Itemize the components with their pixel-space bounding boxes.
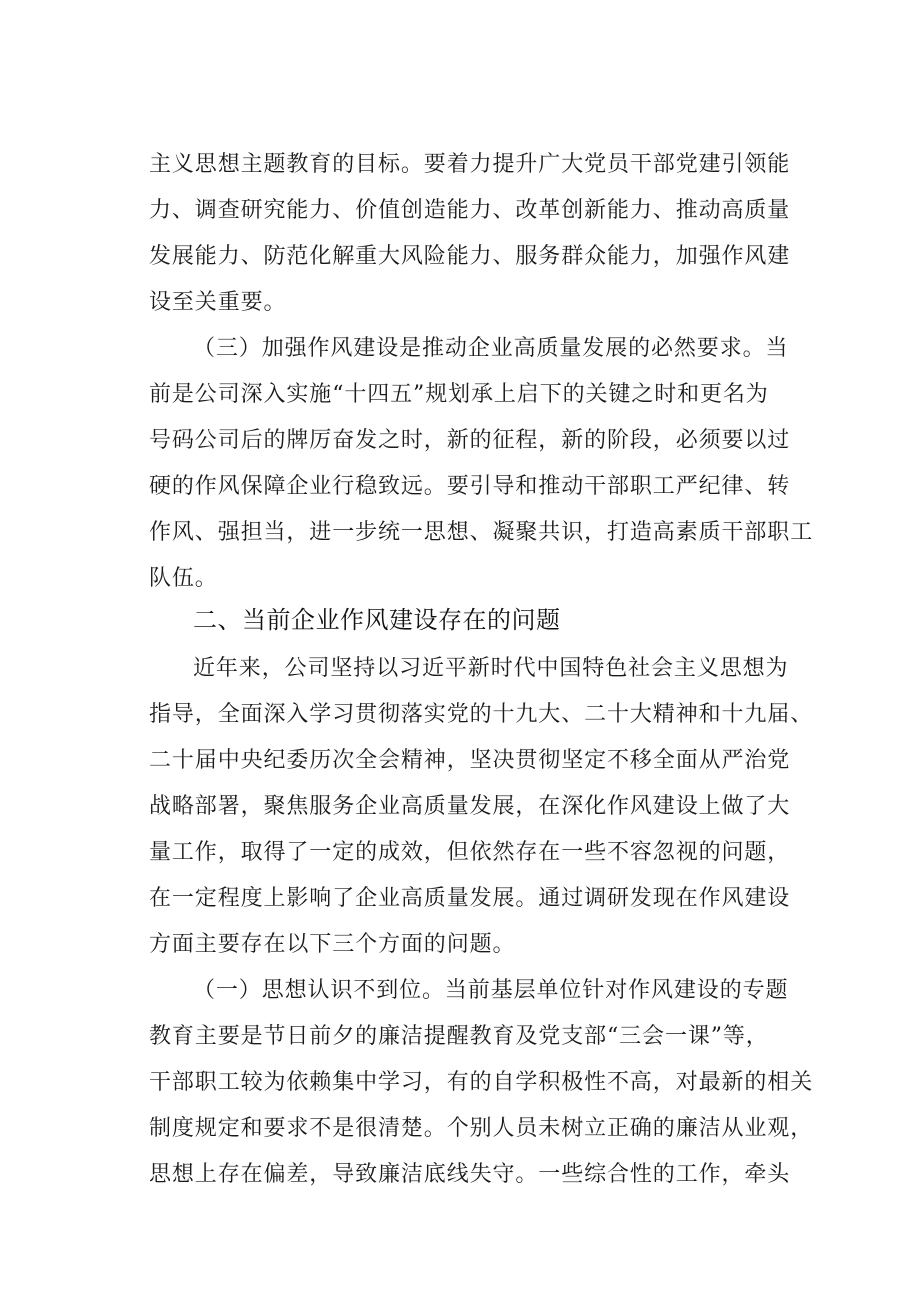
paragraph-4-line-2: 教育主要是节日前夕的廉洁提醒教育及党支部“三会一课”等， (149, 1024, 769, 1049)
paragraph-2-line-1: （三）加强作风建设是推动企业高质量发展的必然要求。当 (193, 336, 789, 361)
paragraph-2-line-2: 前是公司深入实施“十四五”规划承上启下的关键之时和更名为 (149, 382, 769, 407)
paragraph-1-line-4: 设至关重要。 (149, 290, 287, 315)
paragraph-3-line-1: 近年来，公司坚持以习近平新时代中国特色社会主义思想为 (193, 656, 789, 681)
paragraph-4-line-3: 干部职工较为依赖集中学习，有的自学积极性不高，对最新的相关 (149, 1070, 814, 1095)
paragraph-1-line-1: 主义思想主题教育的目标。要着力提升广大党员干部党建引领能 (149, 152, 791, 177)
paragraph-1-line-2: 力、调查研究能力、价值创造能力、改革创新能力、推动高质量 (149, 198, 791, 223)
paragraph-3-line-5: 量工作，取得了一定的成效，但依然存在一些不容忽视的问题， (149, 840, 791, 865)
paragraph-1-line-3: 发展能力、防范化解重大风险能力、服务群众能力，加强作风建 (149, 244, 791, 269)
paragraph-3-line-2: 指导，全面深入学习贯彻落实党的十九大、二十大精神和十九届、 (149, 702, 814, 727)
paragraph-2-line-6: 队伍。 (149, 566, 218, 591)
paragraph-3-line-3: 二十届中央纪委历次全会精神，坚决贯彻坚定不移全面从严治党 (149, 748, 791, 773)
paragraph-4-line-5: 思想上存在偏差，导致廉洁底线失守。一些综合性的工作，牵头 (149, 1162, 791, 1187)
paragraph-3-line-7: 方面主要存在以下三个方面的问题。 (149, 932, 516, 957)
paragraph-3-line-6: 在一定程度上影响了企业高质量发展。通过调研发现在作风建设 (149, 886, 791, 911)
section-heading: 二、当前企业作风建设存在的问题 (193, 606, 561, 634)
paragraph-3-line-4: 战略部署，聚焦服务企业高质量发展，在深化作风建设上做了大 (149, 794, 791, 819)
paragraph-2-line-4: 硬的作风保障企业行稳致远。要引导和推动干部职工严纪律、转 (149, 474, 791, 499)
paragraph-2-line-3: 号码公司后的牌厉奋发之时，新的征程，新的阶段，必须要以过 (149, 428, 791, 453)
paragraph-2-line-5: 作风、强担当，进一步统一思想、凝聚共识，打造高素质干部职工 (149, 520, 814, 545)
paragraph-4-line-4: 制度规定和要求不是很清楚。个别人员未树立正确的廉洁从业观， (149, 1116, 814, 1141)
paragraph-4-line-1: （一）思想认识不到位。当前基层单位针对作风建设的专题 (193, 978, 789, 1003)
